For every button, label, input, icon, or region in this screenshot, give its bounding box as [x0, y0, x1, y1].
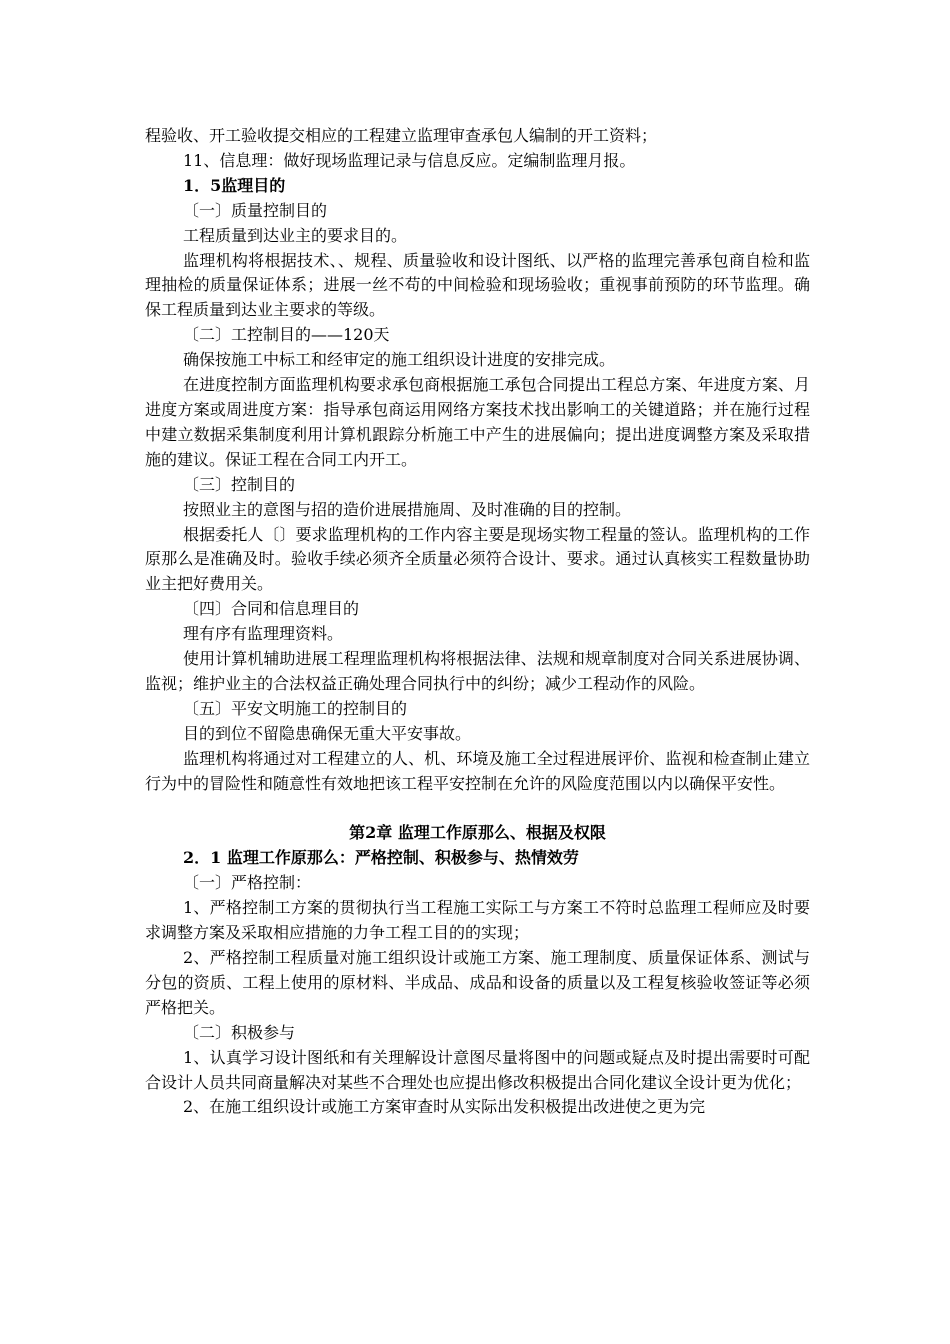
subsection-heading: 〔一〕质量控制目的 [183, 200, 328, 220]
paragraph: 理有序有监理理资料。 [183, 624, 344, 644]
paragraph: 1、严格控制工方案的贯彻执行当工程施工实际工与方案工不符时总监理工程师应及时要求调整方案及采取相应措施的力争工程工目的的实现； [145, 898, 810, 943]
paragraph: 在进度控制方面监理机构要求承包商根据施工承包合同提出工程总方案、年进度方案、月进度方案或周进度方案：指导承包商运用网络方案技术找出影响工的关键道路；并在施行过程中建立数据采集制度利用计算机跟踪分析施工中产生的进展偏向；提出进度调整方案及采取措施的建议。保证工程在合同工内开工。 [145, 375, 810, 469]
chapter-title: 第2章 监理工作原那么、根据及权限 [349, 823, 606, 843]
paragraph: 1、认真学习设计图纸和有关理解设计意图尽量将图中的问题或疑点及时提出需要时可配合设计人员共同商量解决对某些不合理处也应提出修改积极提出合同化建议全设计更为优化； [145, 1047, 810, 1092]
paragraph: 程验收、开工验收提交相应的工程建立监理审查承包人编制的开工资料； [145, 126, 658, 145]
paragraph: 2、严格控制工程质量对施工组织设计或施工方案、施工理制度、质量保证体系、测试与分包的资质、工程上使用的原材料、半成品、成品和设备的质量以及工程复核验收签证等必须严格把关。 [145, 948, 810, 1017]
paragraph: 使用计算机辅助进展工程理监理机构将根据法律、法规和规章制度对合同关系进展协调、监视；维护业主的合法权益正确处理合同执行中的纠纷；减少工程动作的风险。 [145, 649, 810, 693]
paragraph: 确保按施工中标工和经审定的施工组织设计进度的安排完成。 [183, 350, 616, 370]
paragraph: 11、信息理：做好现场监理记录与信息反应。定编制监理月报。 [183, 150, 636, 170]
subsection-heading: 〔五〕平安文明施工的控制目的 [183, 698, 408, 718]
subsection-heading: 〔二〕积极参与 [183, 1022, 296, 1042]
paragraph: 按照业主的意图与招的造价进展措施周、及时准确的目的控制。 [183, 499, 632, 519]
section-heading: 1．5监理目的 [183, 175, 286, 195]
blank-line [145, 796, 810, 821]
paragraph: 根据委托人〔〕要求监理机构的工作内容主要是现场实物工程量的签认。监理机构的工作原那么是准确及时。验收手续必须齐全质量必须符合设计、要求。通过认真核实工程数量协助业主把好费用关。 [145, 524, 810, 594]
paragraph: 工程质量到达业主的要求目的。 [183, 225, 408, 245]
paragraph: 2、在施工组织设计或施工方案审查时从实际出发积极提出改进使之更为完 [183, 1097, 706, 1117]
section-heading: 2．1 监理工作原那么：严格控制、积极参与、热情效劳 [183, 848, 579, 868]
paragraph: 目的到位不留隐患确保无重大平安事故。 [183, 723, 472, 743]
paragraph: 监理机构将通过对工程建立的人、机、环境及施工全过程进展评价、监视和检查制止建立行为中的冒险性和随意性有效地把该工程平安控制在允许的风险度范围以内以确保平安性。 [145, 748, 810, 793]
paragraph: 监理机构将根据技术、、规程、质量验收和设计图纸、以严格的监理完善承包商自检和监理抽检的质量保证体系；进展一丝不苟的中间检验和现场验收；重视事前预防的环节监理。确保工程质量到达业主要求的等级。 [145, 250, 810, 320]
subsection-heading: 〔四〕合同和信息理目的 [183, 599, 360, 619]
subsection-heading: 〔一〕严格控制： [183, 873, 312, 893]
subsection-heading: 〔二〕工控制目的——120天 [183, 325, 390, 345]
document-page [145, 124, 810, 1120]
subsection-heading: 〔三〕控制目的 [183, 474, 296, 494]
